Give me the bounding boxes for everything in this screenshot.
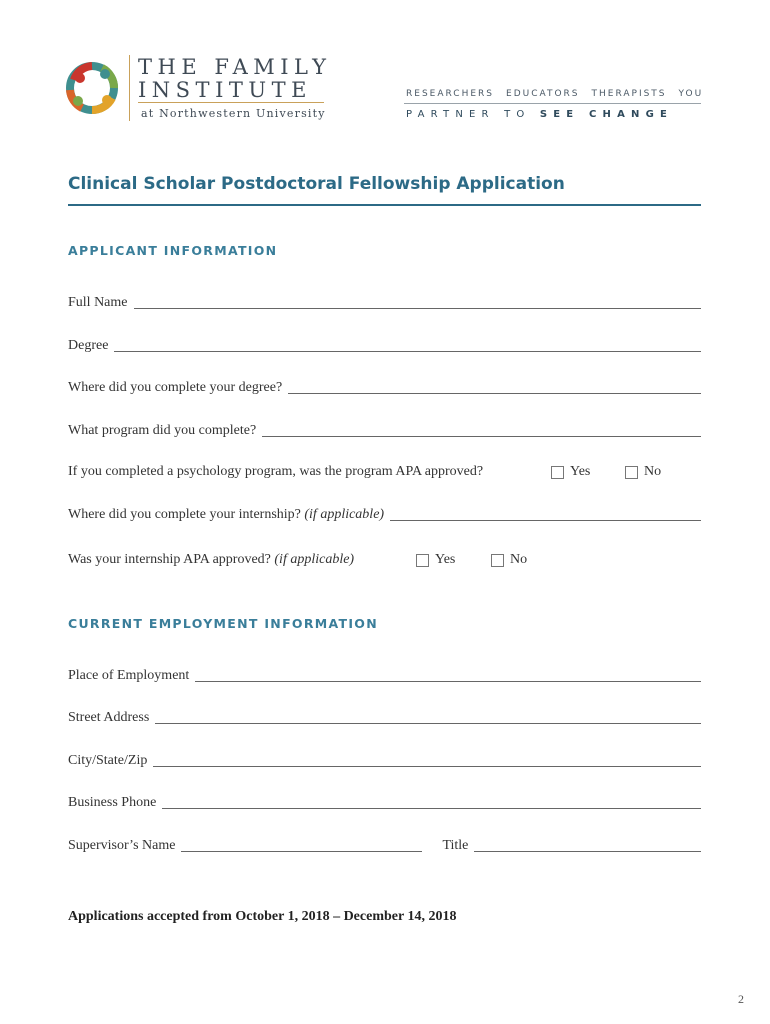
logo-text-line2: INSTITUTE [138, 78, 312, 102]
internship-apa-label [68, 551, 360, 569]
tagline-therapists: THERAPISTS [591, 88, 667, 99]
application-dates-note: Applications accepted from October 1, 2018 – December 14, 2018 [68, 909, 457, 924]
full-name-row [68, 290, 701, 312]
supervisor-label: Supervisor’s Name [68, 838, 176, 853]
degree-label: Degree [68, 338, 109, 353]
tagline-partner-emphasis: SEE CHANGE [539, 109, 674, 120]
phone-label: Business Phone [68, 795, 157, 810]
program-field[interactable] [262, 435, 701, 437]
internship-yes-option[interactable] [416, 551, 455, 569]
apa-yes-label: Yes [570, 464, 591, 479]
tagline-partner [406, 109, 673, 120]
apa-no-checkbox[interactable] [625, 466, 638, 479]
place-label: Place of Employment [68, 668, 190, 683]
section-heading-employment: CURRENT EMPLOYMENT INFORMATION [68, 616, 378, 631]
apa-question-label: If you completed a psychology program, was the program APA approved? [68, 464, 484, 479]
title-field[interactable] [474, 850, 701, 852]
internship-where-text: Where did you complete your internship? [68, 507, 301, 522]
phone-row [68, 790, 701, 812]
city-label: City/State/Zip [68, 753, 148, 768]
degree-where-label: Where did you complete your degree? [68, 380, 283, 395]
degree-where-field[interactable] [288, 392, 701, 394]
street-label: Street Address [68, 710, 150, 725]
supervisor-field[interactable] [181, 850, 422, 852]
internship-no-label: No [510, 552, 528, 567]
title-label: Title [442, 838, 469, 853]
internship-no-checkbox[interactable] [491, 554, 504, 567]
street-field[interactable] [155, 722, 701, 724]
internship-where-row [68, 502, 701, 524]
city-row [68, 748, 701, 770]
degree-where-row [68, 375, 701, 397]
tagline-educators: EDUCATORS [506, 88, 580, 99]
tagline-rule [404, 103, 701, 104]
place-field[interactable] [195, 680, 701, 682]
tagline-roles [406, 88, 704, 99]
internship-where-field[interactable] [390, 519, 701, 521]
internship-yes-label: Yes [435, 552, 456, 567]
degree-row [68, 333, 701, 355]
apa-yes-checkbox[interactable] [551, 466, 564, 479]
tagline-researchers: RESEARCHERS [406, 88, 495, 99]
phone-field[interactable] [162, 807, 701, 809]
internship-apa-text: Was your internship APA approved? [68, 552, 271, 567]
title-rule [68, 204, 701, 206]
internship-where-note: (if applicable) [304, 507, 385, 522]
degree-field[interactable] [114, 350, 701, 352]
supervisor-row [68, 833, 701, 855]
internship-apa-row [68, 547, 701, 569]
page-number: 2 [738, 992, 744, 1006]
full-name-field[interactable] [134, 307, 702, 309]
city-field[interactable] [153, 765, 701, 767]
program-row [68, 418, 701, 440]
family-institute-logo-mark [62, 58, 122, 118]
internship-apa-note: (if applicable) [274, 552, 355, 567]
tagline-you: YOU [678, 88, 704, 99]
apa-question-row [68, 459, 701, 481]
logo-subtitle: at Northwestern University [141, 107, 326, 120]
section-heading-applicant: APPLICANT INFORMATION [68, 243, 278, 258]
internship-where-label [68, 506, 390, 524]
logo-underline [138, 102, 324, 103]
apa-no-label: No [644, 464, 662, 479]
internship-no-option[interactable] [491, 551, 527, 569]
apa-no-option[interactable] [625, 463, 661, 481]
street-row [68, 705, 701, 727]
apa-yes-option[interactable] [551, 463, 590, 481]
logo-divider [129, 55, 130, 121]
tagline-partner-prefix: PARTNER TO [406, 109, 531, 120]
internship-yes-checkbox[interactable] [416, 554, 429, 567]
place-row [68, 663, 701, 685]
logo-text-line1: THE FAMILY [138, 55, 332, 79]
program-label: What program did you complete? [68, 423, 257, 438]
page-title: Clinical Scholar Postdoctoral Fellowship Application [68, 174, 565, 194]
full-name-label: Full Name [68, 295, 128, 310]
